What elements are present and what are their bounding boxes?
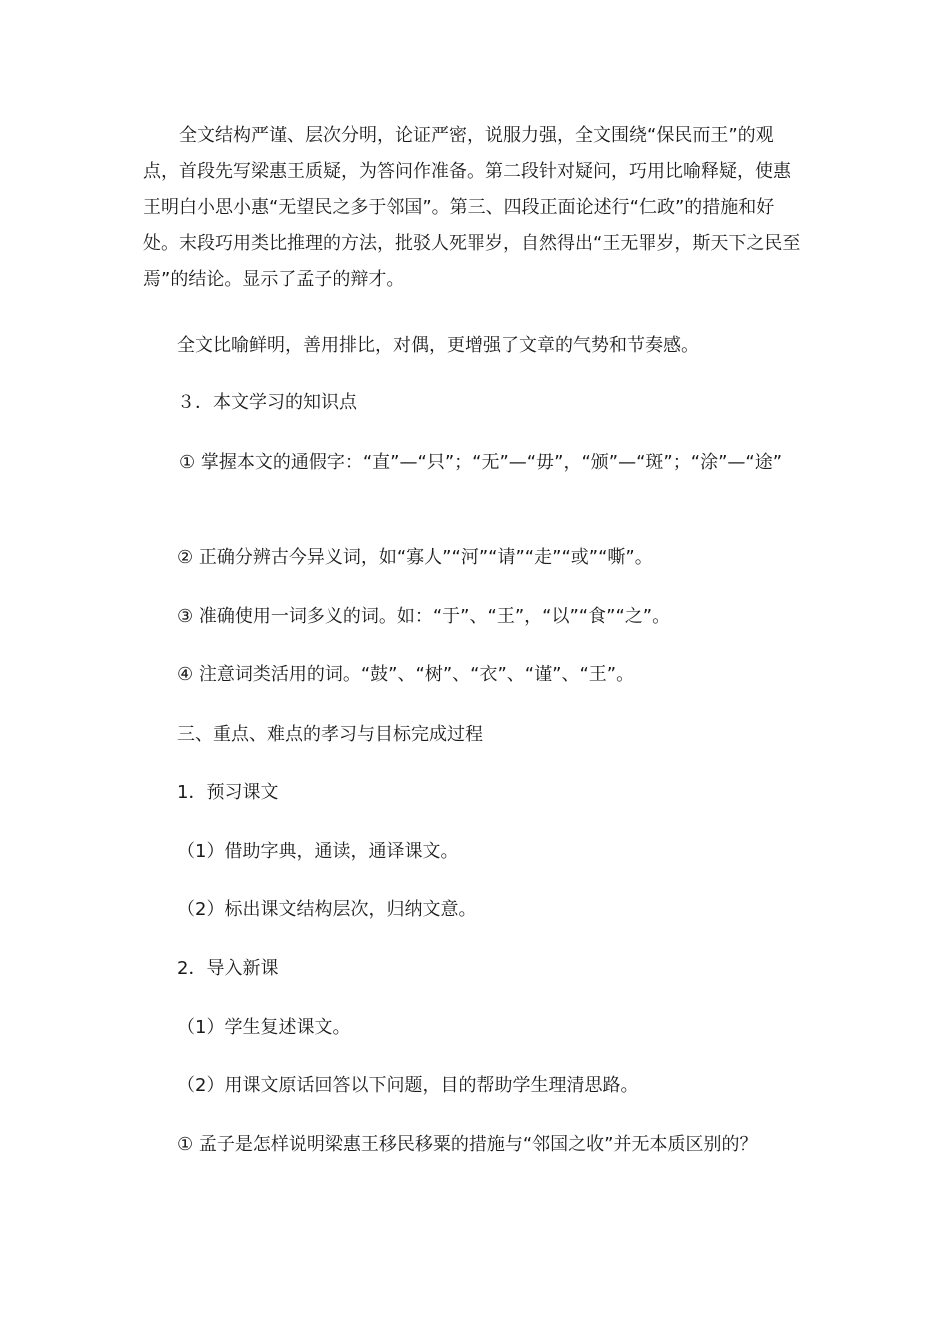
list-item-question-1: ① 孟子是怎样说明梁惠王移民移粟的措施与“邻国之收”并无本质区别的？ [177, 1134, 758, 1155]
list-item-tongjia: ① 掌握本文的通假字：“直”—“只”；“无”—“毋”，“颁”—“斑”；“涂”—“途” [179, 452, 783, 473]
paragraph-rhetoric: 全文比喻鲜明，善用排比，对偶，更增强了文章的气势和节奏感。 [177, 335, 699, 356]
heading-knowledge-points: ３．本文学习的知识点 [177, 392, 357, 413]
list-item-preview-2: （2）标出课文结构层次，归纳文意。 [177, 899, 477, 920]
heading-intro-lesson: 2．导入新课 [177, 958, 279, 979]
paragraph-structure-analysis: 全文结构严谨、层次分明，论证严密，说服力强，全文围绕“保民而王”的观点，首段先写梁惠王质疑，为答问作准备。第二段针对疑问，巧用比喻释疑，使惠王明白小思小惠“无望民之多于邻国”。第三、四段正面论述行“仁政”的措施和好处。末段巧用类比推理的方法，批驳人死罪岁，自然得出“王无罪岁，斯天下之民至焉”的结论。显示了孟子的辩才。 [143, 125, 801, 290]
list-item-yici-duoyi: ③ 准确使用一词多义的词。如：“于”、“王”，“以”“食”“之”。 [177, 606, 671, 627]
list-item-cilei-huoyong: ④ 注意词类活用的词。“鼓”、“树”、“衣”、“谨”、“王”。 [177, 664, 635, 685]
list-item-intro-2: （2）用课文原话回答以下问题，目的帮助学生理清思路。 [177, 1075, 639, 1096]
heading-section-three: 三、重点、难点的孝习与目标完成过程 [177, 724, 483, 745]
heading-preview: 1．预习课文 [177, 782, 279, 803]
list-item-preview-1: （1）借助字典，通读，通译课文。 [177, 841, 459, 862]
list-item-gujin-yiyi: ② 正确分辨古今异义词，如“寡人”“河”“请”“走”“或”“嘶”。 [177, 547, 653, 568]
list-item-intro-1: （1）学生复述课文。 [177, 1017, 351, 1038]
